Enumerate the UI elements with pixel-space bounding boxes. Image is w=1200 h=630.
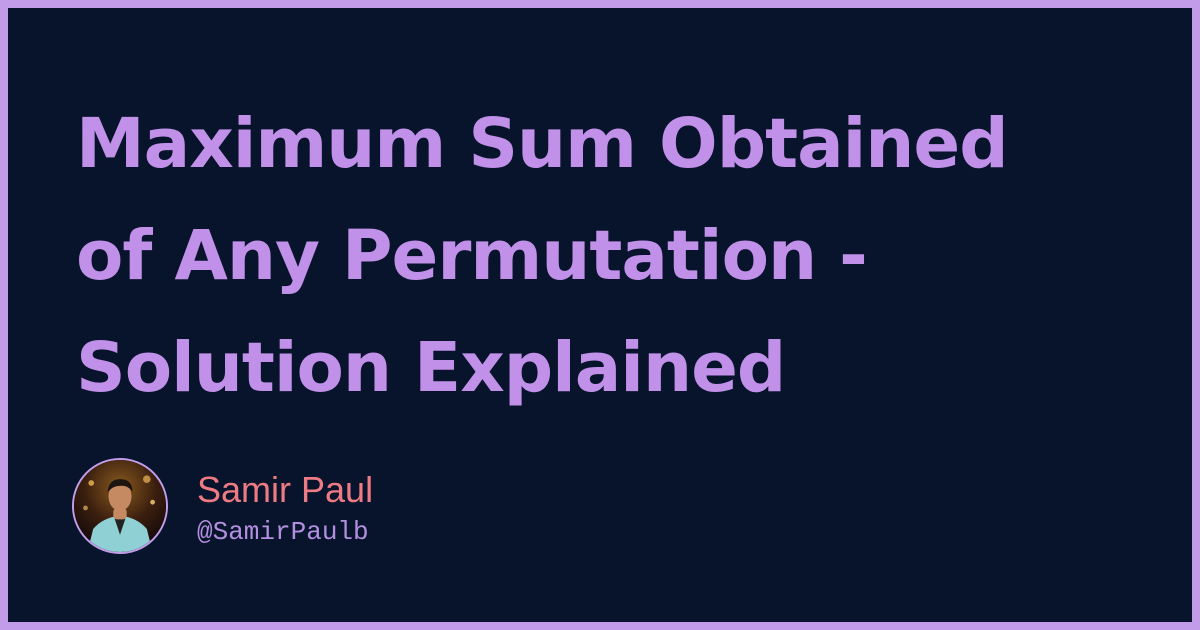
avatar-photo-icon — [74, 460, 166, 552]
title-line-2: of Any Permutation - — [76, 216, 867, 296]
author-avatar — [72, 458, 168, 554]
author-block — [72, 458, 672, 558]
title-line-3: Solution Explained — [76, 328, 786, 408]
social-card — [8, 8, 1192, 622]
title-line-1: Maximum Sum Obtained — [76, 104, 1008, 184]
article-title — [76, 88, 1156, 424]
author-handle: @SamirPaulb — [197, 517, 369, 547]
author-name: Samir Paul — [197, 469, 374, 510]
